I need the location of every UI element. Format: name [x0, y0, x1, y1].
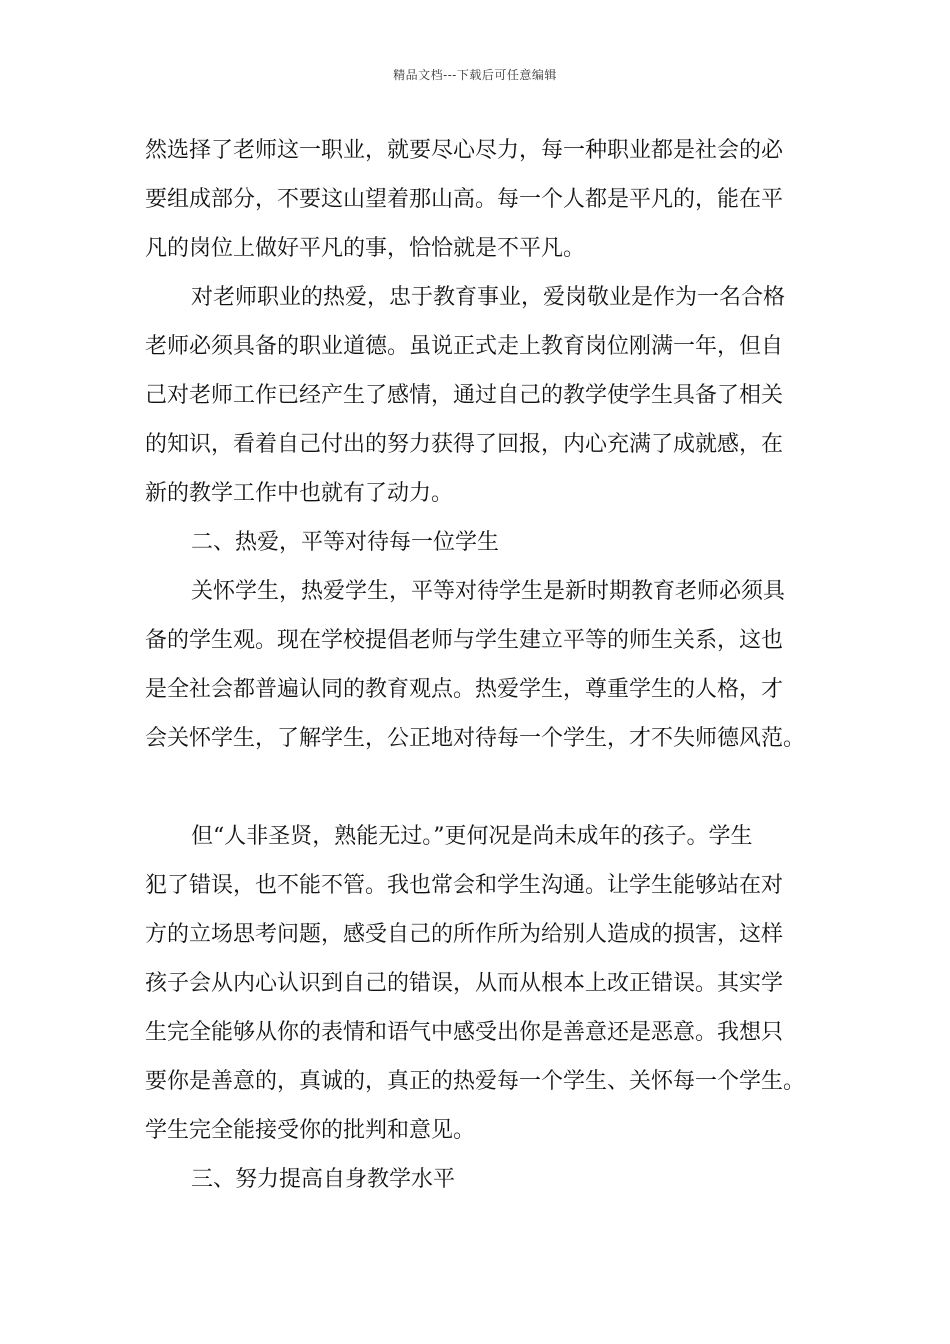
- paragraph-line: 然选择了老师这一职业，就要尽心尽力，每一种职业都是社会的必: [145, 138, 784, 163]
- paragraph-line: 新的教学工作中也就有了动力。: [145, 481, 454, 506]
- paragraph-line: 生完全能够从你的表情和语气中感受出你是善意还是恶意。我想只: [145, 1020, 784, 1045]
- page-header: 精品文档---下载后可任意编辑: [393, 68, 557, 82]
- paragraph-line: 犯了错误，也不能不管。我也常会和学生沟通。让学生能够站在对: [145, 873, 784, 898]
- paragraph-line: 要你是善意的，真诚的，真正的热爱每一个学生、关怀每一个学生。: [145, 1069, 806, 1094]
- section-heading: 二、热爱，平等对待每一位学生: [191, 530, 500, 555]
- paragraph-line: 是全社会都普遍认同的教育观点。热爱学生，尊重学生的人格，才: [145, 677, 784, 702]
- paragraph-line: 孩子会从内心认识到自己的错误，从而从根本上改正错误。其实学: [145, 971, 784, 996]
- paragraph-line: 的知识，看着自己付出的努力获得了回报，内心充满了成就感，在: [145, 432, 784, 457]
- paragraph-line: 关怀学生，热爱学生，平等对待学生是新时期教育老师必须具: [191, 579, 786, 604]
- paragraph-line: 会关怀学生，了解学生，公正地对待每一个学生，才不失师德风范。: [145, 726, 806, 751]
- paragraph-line: 对老师职业的热爱，忠于教育事业，爱岗敬业是作为一名合格: [191, 285, 786, 310]
- paragraph-line: 凡的岗位上做好平凡的事，恰恰就是不平凡。: [145, 236, 586, 261]
- paragraph-line: 方的立场思考问题，感受自己的所作所为给别人造成的损害，这样: [145, 922, 784, 947]
- paragraph-line: 老师必须具备的职业道德。虽说正式走上教育岗位刚满一年，但自: [145, 334, 784, 359]
- paragraph-line: 但“人非圣贤，熟能无过。”更何况是尚未成年的孩子。学生: [191, 824, 753, 849]
- paragraph-line: 己对老师工作已经产生了感情，通过自己的教学使学生具备了相关: [145, 383, 784, 408]
- section-heading: 三、努力提高自身教学水平: [191, 1167, 456, 1192]
- paragraph-line: 要组成部分，不要这山望着那山高。每一个人都是平凡的，能在平: [145, 187, 784, 212]
- paragraph-line: 备的学生观。现在学校提倡老师与学生建立平等的师生关系，这也: [145, 628, 784, 653]
- paragraph-line: 学生完全能接受你的批判和意见。: [145, 1118, 476, 1143]
